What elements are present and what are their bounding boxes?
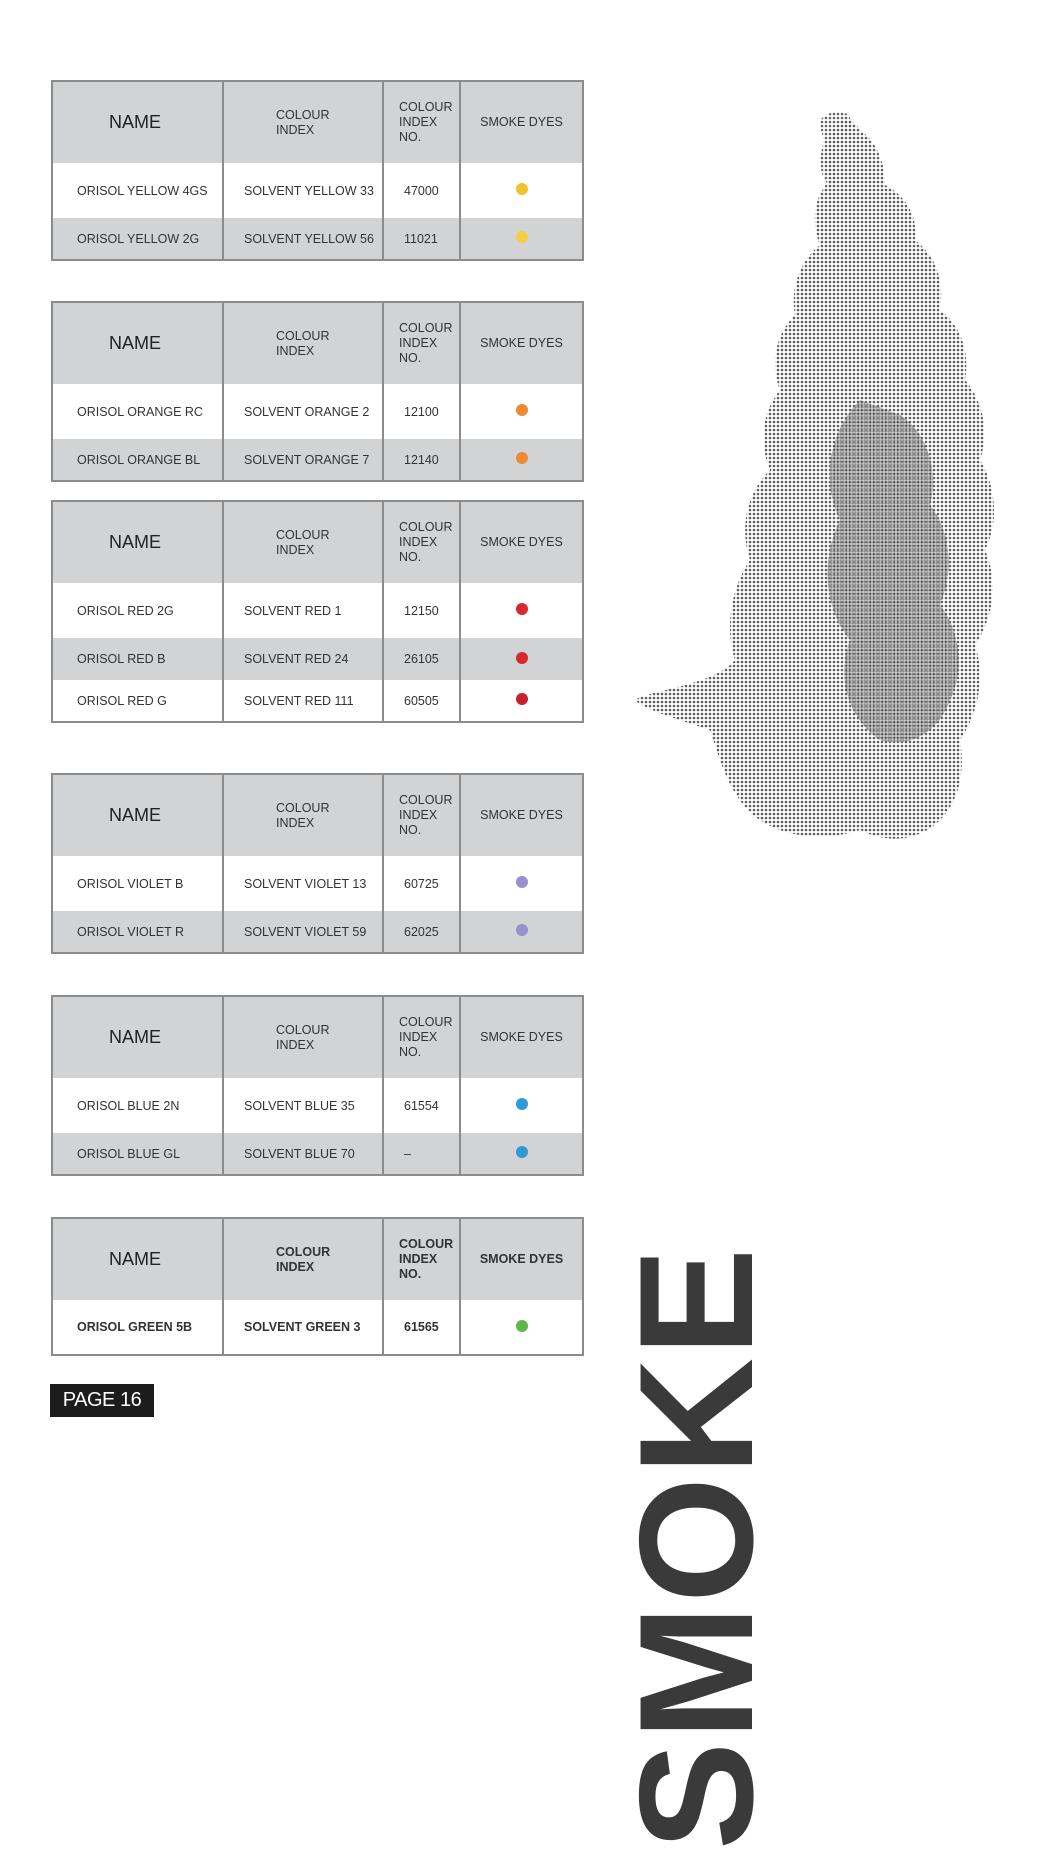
cell-colour-index: SOLVENT BLUE 35 — [223, 1078, 383, 1133]
header-smoke-dyes: SMOKE DYES — [460, 1218, 583, 1300]
table-header-row — [52, 302, 583, 384]
cell-smoke-dye — [460, 583, 583, 638]
cell-colour-index: SOLVENT YELLOW 33 — [223, 163, 383, 218]
header-colour-index: COLOUR INDEX — [223, 1218, 383, 1300]
cell-name: ORISOL RED 2G — [52, 583, 223, 638]
cell-colour-index: SOLVENT RED 111 — [223, 680, 383, 722]
cell-ci-no: 11021 — [383, 218, 460, 260]
header-colour-index: COLOUR INDEX — [223, 774, 383, 856]
header-colour-index-no: COLOUR INDEX NO. — [383, 302, 460, 384]
table-row — [52, 1133, 583, 1175]
cell-name: ORISOL BLUE 2N — [52, 1078, 223, 1133]
cell-name: ORISOL ORANGE RC — [52, 384, 223, 439]
table-row — [52, 638, 583, 680]
cell-ci-no: 12150 — [383, 583, 460, 638]
table-row — [52, 384, 583, 439]
header-colour-index-no: COLOUR INDEX NO. — [383, 1218, 460, 1300]
dye-table-orange — [51, 301, 584, 482]
cell-smoke-dye — [460, 1078, 583, 1133]
page-number-badge: PAGE 16 — [50, 1384, 154, 1417]
dye-table-red — [51, 500, 584, 723]
cell-colour-index: SOLVENT BLUE 70 — [223, 1133, 383, 1175]
cell-ci-no: 61565 — [383, 1300, 460, 1355]
cell-ci-no: 12140 — [383, 439, 460, 481]
color-dot — [516, 231, 528, 243]
cell-ci-no: 60725 — [383, 856, 460, 911]
smoke-title — [606, 1245, 787, 1850]
cell-colour-index: SOLVENT YELLOW 56 — [223, 218, 383, 260]
table-row — [52, 163, 583, 218]
cell-name: ORISOL ORANGE BL — [52, 439, 223, 481]
cell-smoke-dye — [460, 638, 583, 680]
dye-table-yellow — [51, 80, 584, 261]
cell-colour-index: SOLVENT VIOLET 13 — [223, 856, 383, 911]
header-colour-index: COLOUR INDEX — [223, 501, 383, 583]
color-dot — [516, 693, 528, 705]
cell-colour-index: SOLVENT RED 1 — [223, 583, 383, 638]
header-name: NAME — [52, 1218, 223, 1300]
color-dot — [516, 1146, 528, 1158]
cell-smoke-dye — [460, 856, 583, 911]
dye-table-green — [51, 1217, 584, 1356]
cell-colour-index: SOLVENT RED 24 — [223, 638, 383, 680]
cell-name: ORISOL BLUE GL — [52, 1133, 223, 1175]
color-dot — [516, 603, 528, 615]
header-colour-index: COLOUR INDEX — [223, 302, 383, 384]
table-row — [52, 856, 583, 911]
cell-ci-no: 26105 — [383, 638, 460, 680]
color-dot — [516, 1098, 528, 1110]
cell-colour-index: SOLVENT GREEN 3 — [223, 1300, 383, 1355]
smoke-title-text: SMOKE — [606, 1245, 787, 1850]
header-colour-index-no: COLOUR INDEX NO. — [383, 81, 460, 163]
cell-name: ORISOL RED B — [52, 638, 223, 680]
header-smoke-dyes: SMOKE DYES — [460, 302, 583, 384]
table-row — [52, 439, 583, 481]
color-dot — [516, 876, 528, 888]
cell-ci-no: 61554 — [383, 1078, 460, 1133]
cell-smoke-dye — [460, 911, 583, 953]
header-name: NAME — [52, 501, 223, 583]
table-row — [52, 911, 583, 953]
color-dot — [516, 652, 528, 664]
cell-ci-no: 62025 — [383, 911, 460, 953]
color-dot — [516, 924, 528, 936]
cell-ci-no: 60505 — [383, 680, 460, 722]
table-header-row — [52, 501, 583, 583]
header-name: NAME — [52, 774, 223, 856]
cell-smoke-dye — [460, 218, 583, 260]
cell-smoke-dye — [460, 163, 583, 218]
cell-name: ORISOL GREEN 5B — [52, 1300, 223, 1355]
cell-colour-index: SOLVENT VIOLET 59 — [223, 911, 383, 953]
table-row — [52, 1078, 583, 1133]
cell-name: ORISOL VIOLET R — [52, 911, 223, 953]
header-name: NAME — [52, 302, 223, 384]
color-dot — [516, 1320, 528, 1332]
cell-ci-no: 12100 — [383, 384, 460, 439]
cell-colour-index: SOLVENT ORANGE 2 — [223, 384, 383, 439]
cell-smoke-dye — [460, 680, 583, 722]
smoke-illustration — [620, 100, 1040, 1300]
header-smoke-dyes: SMOKE DYES — [460, 81, 583, 163]
table-row — [52, 680, 583, 722]
cell-smoke-dye — [460, 439, 583, 481]
table-row — [52, 1300, 583, 1355]
header-smoke-dyes: SMOKE DYES — [460, 996, 583, 1078]
color-dot — [516, 183, 528, 195]
cell-name: ORISOL YELLOW 4GS — [52, 163, 223, 218]
cell-name: ORISOL YELLOW 2G — [52, 218, 223, 260]
header-name: NAME — [52, 81, 223, 163]
cell-name: ORISOL VIOLET B — [52, 856, 223, 911]
cell-smoke-dye — [460, 384, 583, 439]
header-colour-index: COLOUR INDEX — [223, 81, 383, 163]
header-smoke-dyes: SMOKE DYES — [460, 774, 583, 856]
cell-ci-no: 47000 — [383, 163, 460, 218]
dye-table-violet — [51, 773, 584, 954]
table-header-row — [52, 81, 583, 163]
dye-table-blue — [51, 995, 584, 1176]
cell-smoke-dye — [460, 1300, 583, 1355]
table-header-row — [52, 774, 583, 856]
table-header-row — [52, 1218, 583, 1300]
cell-colour-index: SOLVENT ORANGE 7 — [223, 439, 383, 481]
header-colour-index-no: COLOUR INDEX NO. — [383, 774, 460, 856]
table-row — [52, 218, 583, 260]
header-colour-index-no: COLOUR INDEX NO. — [383, 996, 460, 1078]
cell-ci-no: – — [383, 1133, 460, 1175]
header-colour-index: COLOUR INDEX — [223, 996, 383, 1078]
cell-name: ORISOL RED G — [52, 680, 223, 722]
table-row — [52, 583, 583, 638]
color-dot — [516, 452, 528, 464]
header-colour-index-no: COLOUR INDEX NO. — [383, 501, 460, 583]
header-name: NAME — [52, 996, 223, 1078]
color-dot — [516, 404, 528, 416]
header-smoke-dyes: SMOKE DYES — [460, 501, 583, 583]
cell-smoke-dye — [460, 1133, 583, 1175]
table-header-row — [52, 996, 583, 1078]
